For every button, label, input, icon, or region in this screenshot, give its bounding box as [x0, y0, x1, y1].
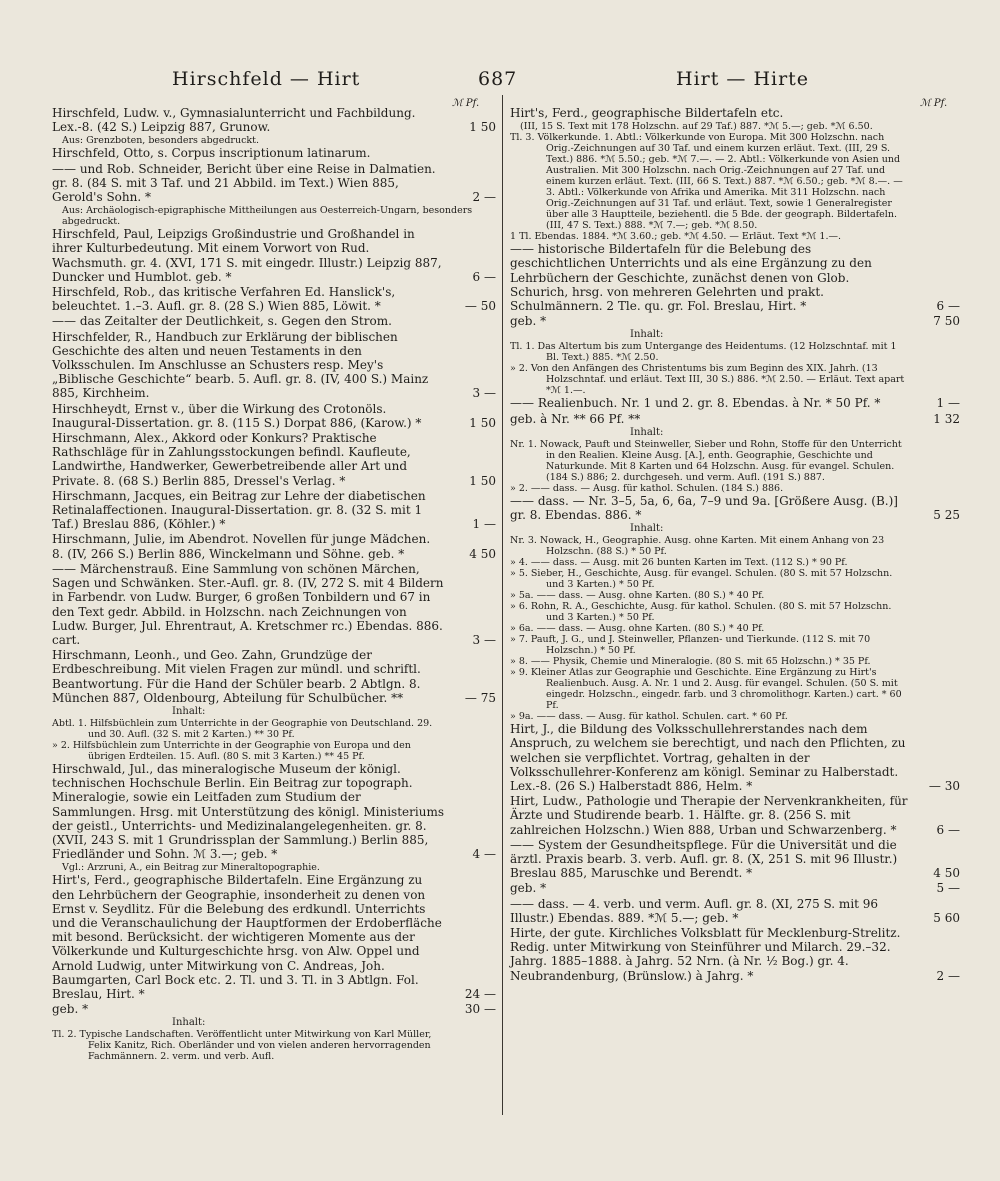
catalog-entry	[510, 897, 960, 925]
entry-price: 1 50	[469, 415, 496, 430]
entry-price: — 75	[464, 690, 496, 705]
entry-text: geb. *	[510, 881, 547, 896]
catalog-entry	[510, 242, 960, 313]
entry-text: Hirt, Ludw., Pathologie und Therapie der Nervenkrankheiten, für Ärzte und Studirende bearb. 1. Hälfte. gr. 8. (256 S. mit zahlreichen Holzschn.) Wien 888, Urban und Schwarzenberg. *	[510, 794, 908, 837]
volume-line: Nr. 3. Nowack, H., Geographie. Ausg. ohne Karten. Mit einem Anhang von 23 Holzschn. (88 S.) * 50 Pf.	[510, 535, 885, 558]
catalog-entry	[510, 106, 960, 120]
volume-line: » 5. Sieber, H., Geschichte, Ausg. für evangel. Schulen. (80 S. mit 57 Holzschn. und 3 Karten.) * 50 Pf.	[510, 568, 893, 591]
volume-line: » 8. —— Physik, Chemie und Mineralogie. (80 S. mit 65 Holzschn.) * 35 Pf.	[510, 656, 871, 668]
entry-text: Hirschfeld, Paul, Leipzigs Großindustrie und Großhandel in ihrer Kulturbedeutung. Mit einem Vorwort von Rud. Wachsmuth. gr. 4. (XVI, 171 S. mit eingedr. Illustr.) Leipzig 887, Duncker und Humblot. geb. *	[52, 227, 442, 284]
catalog-entry	[52, 106, 496, 134]
entry-text: Hirschmann, Alex., Akkord oder Konkurs? Praktische Rathschläge für in Zahlungsstockungen befindl. Kaufleute, Landwirthe, Handwerker, Gewerbetreibende aller Art und Private. 8. (68 S.) Berlin 885, Dressel's Verlag. *	[52, 431, 411, 488]
entry-text: —— historische Bildertafeln für die Belebung des geschichtlichen Unterrichts und als eine Ergänzung zu den Lehrbüchern der Geschichte, zunächst denen von Glob. Schurich, hrsg. von mehreren Gelehrten und prakt. Schulmännern. 2 Tle. qu. gr. Fol. Breslau, Hirt. *	[510, 242, 872, 314]
entry-text: Hirschmann, Jacques, ein Beitrag zur Lehre der diabetischen Retinalaffectionen. Inaugural-Dissertation. gr. 8. (32 S. mit 1 Taf.) Breslau 886, (Köhler.) *	[52, 488, 426, 532]
entry-text: Hirschfelder, R., Handbuch zur Erklärung der biblischen Geschichte des alten und neuen Testaments in den Volksschulen. Im Anschlusse an Schusters resp. Mey's „Biblische Geschichte“ bearb. 5. Aufl. gr. 8. (IV, 400 S.) Mainz 885, Kirchheim.	[52, 329, 429, 401]
page-number: 687	[478, 68, 518, 90]
page-header	[0, 68, 1000, 96]
entry-note: Vgl.: Arzruni, A., ein Beitrag zur Mineraltopographie.	[62, 862, 320, 874]
catalog-entry	[52, 532, 496, 560]
contents-label: Inhalt:	[172, 1017, 206, 1029]
contents-label: Inhalt:	[172, 705, 206, 717]
left-column	[52, 106, 496, 1062]
entry-price: 1 —	[472, 517, 496, 532]
entry-text: Hirt's, Ferd., geographische Bildertafeln etc.	[510, 106, 784, 120]
right-column	[510, 106, 960, 984]
entry-text: geb. *	[510, 314, 547, 329]
volume-line: 1 Tl. Ebendas. 1884. *ℳ 3.60.; geb. *ℳ 4.50. — Erläut. Text *ℳ 1.—.	[510, 231, 841, 243]
volume-line: Tl. 3. Völkerkunde. 1. Abtl.: Völkerkunde von Europa. Mit 300 Holzschn. nach Orig.-Zeichnungen auf 30 Taf. und einem kurzen erläut. Text. (III, 29 S. Text.) 886. *ℳ 5.50.; geb. *ℳ 7.—. — 2. Abtl.: Völkerkunde von Asien und Australien. Mit 300 Holzschn. nach Orig.-Zeichnungen auf 27 Taf. und einem kurzen erläut. Text. (III, 66 S. Text.) 887. *ℳ 6.50.; geb. *ℳ 8.—. — 3. Abtl.: Völkerkunde von Afrika und Amerika. Mit 311 Holzschn. nach Orig.-Zeichnungen auf 31 Taf. und erläut. Text, sowie 1 Generalregister über alle 3 Hauptteile, beziehentl. die 5 Bde. der geograph. Bildertafeln. (III, 47 S. Text.) 888. *ℳ 7.—; geb. *ℳ 8.50.	[510, 132, 903, 232]
catalog-entry	[52, 146, 496, 160]
entry-price: 3 —	[472, 386, 496, 401]
volume-line: » 5a. —— dass. — Ausg. ohne Karten. (80 S.) * 40 Pf.	[510, 590, 765, 602]
entry-text: —— und Rob. Schneider, Bericht über eine Reise in Dalmatien. gr. 8. (84 S. mit 3 Taf. und 21 Abbild. im Text.) Wien 885, Gerold's Sohn. *	[52, 161, 436, 205]
volume-line: » 2. —— dass. — Ausg. für kathol. Schulen. (184 S.) 886.	[510, 482, 784, 494]
entry-price: 5 —	[936, 881, 960, 896]
catalog-entry	[52, 489, 496, 532]
catalog-entry	[52, 330, 496, 401]
contents-label: Inhalt:	[630, 426, 664, 438]
entry-price: 24 —	[464, 986, 496, 1001]
entry-text: —— System der Gesundheitspflege. Für die Universität und die ärztl. Praxis bearb. 3. verb. Aufl. gr. 8. (X, 251 S. mit 96 Illustr.) Breslau 885, Maruschke und Berendt. *	[510, 837, 898, 881]
entry-price: 4 —	[472, 847, 496, 862]
entry-text: —— Realienbuch. Nr. 1 und 2. gr. 8. Ebendas. à Nr. * 50 Pf. *	[510, 396, 881, 411]
contents-label: Inhalt:	[630, 329, 664, 341]
entry-text: Hirschmann, Leonh., und Geo. Zahn, Grundzüge der Erdbeschreibung. Mit vielen Fragen zur mündl. und schriftl. Beantwortung. Für die Hand der Schüler bearb. 2 Abtlgn. 8. München 887, Oldenbourg, Abteilung für Schulbücher. **	[52, 648, 421, 705]
catalog-entry	[510, 396, 960, 410]
catalog-entry	[510, 314, 960, 328]
entry-price: 6 —	[936, 822, 960, 837]
entry-price: — 50	[464, 299, 496, 314]
entry-price: 6 —	[936, 299, 960, 314]
catalog-entry	[52, 562, 496, 647]
volume-line: » 7. Pauft, J. G., und J. Steinweller, Pflanzen- und Tierkunde. (112 S. mit 70 Holzschn.) * 50 Pf.	[510, 634, 871, 657]
entry-text: geb. à Nr. ** 66 Pf. **	[510, 411, 641, 426]
right-price-heading: ℳ Pf.	[920, 98, 948, 109]
catalog-entry	[510, 881, 960, 895]
catalog-entry	[52, 873, 496, 1001]
catalog-entry	[52, 1002, 496, 1016]
catalog-entry	[510, 494, 960, 522]
entry-price: 1 50	[469, 120, 496, 135]
volume-line: Tl. 1. Das Altertum bis zum Untergange des Heidentums. (12 Holzschntaf. mit 1 Bl. Text.) 885. *ℳ 2.50.	[510, 341, 897, 364]
entry-price: 1 —	[936, 396, 960, 411]
volume-line: Tl. 2. Typische Landschaften. Veröffentlicht unter Mitwirkung von Karl Müller, Felix Kanitz, Rich. Oberländer und von vielen anderen hervorragenden Fachmännern. 2. verm. und verb. Aufl.	[52, 1029, 432, 1063]
entry-price: 5 60	[933, 910, 960, 925]
entry-price: 6 —	[472, 269, 496, 284]
catalog-entry	[510, 838, 960, 881]
entry-text: Hirt, J., die Bildung des Volksschullehrerstandes nach dem Anspruch, zu welchem sie berechtigt, und nach den Pflichten, zu welchen sie verpflichtet. Vortrag, gehalten in der Volksschullehrer-Konferenz am königl. Seminar zu Halberstadt. Lex.-8. (26 S.) Halberstadt 886, Helm. *	[510, 722, 906, 794]
entry-text: Hirt's, Ferd., geographische Bildertafeln. Eine Ergänzung zu den Lehrbüchern der Geographie, insonderheit zu denen von Ernst v. Seydlitz. Für die Belebung des erdkundl. Unterrichts und die Veranschaulichung der Hauptformen der Erdoberfläche mit besond. Berücksicht. der wichtigeren Momente aus der Völkerkunde und Kulturgeschichte hrsg. von Alw. Oppel und Arnold Ludwig, unter Mitwirkung von C. Andreas, Joh. Baumgarten, Carl Bock etc. 2. Tl. und 3. Tl. in 3 Abtlgn. Fol. Breslau, Hirt. *	[52, 873, 442, 1001]
entry-price: 7 50	[933, 314, 960, 329]
volume-line: » 6. Rohn, R. A., Geschichte, Ausg. für kathol. Schulen. (80 S. mit 57 Holzschn. und 3 Karten.) * 50 Pf.	[510, 601, 892, 624]
catalog-entry	[52, 648, 496, 705]
volume-line: Nr. 1. Nowack, Pauft und Steinweller, Sieber und Rohn, Stoffe für den Unterricht in den Realien. Kleine Ausg. [A.], enth. Geographie, Geschichte und Naturkunde. Mit 8 Karten und 64 Holzschn. Ausg. für evangel. Schulen. (184 S.) 886; 2. durchgeseh. und verm. Aufl. (191 S.) 887.	[510, 438, 902, 483]
catalog-entry	[52, 762, 496, 861]
entry-price: 3 —	[472, 632, 496, 647]
catalog-entry	[510, 926, 960, 983]
entry-price: 4 50	[933, 866, 960, 881]
entry-text: —— dass. — Nr. 3–5, 5a, 6, 6a, 7–9 und 9a. [Größere Ausg. (B.)] gr. 8. Ebendas. 886. *	[510, 493, 898, 523]
volume-line: » 4. —— dass. — Ausg. mit 26 bunten Karten im Text. (112 S.) * 90 Pf.	[510, 557, 848, 569]
volume-line: » 6a. —— dass. — Ausg. ohne Karten. (80 S.) * 40 Pf.	[510, 623, 765, 635]
entry-text: —— dass. — 4. verb. und verm. Aufl. gr. 8. (XI, 275 S. mit 96 Illustr.) Ebendas. 889. *ℳ 5.—; geb. *	[510, 896, 879, 925]
entry-price: 2 —	[936, 968, 960, 983]
entry-text: Hirschfeld, Ludw. v., Gymnasialunterricht und Fachbildung. Lex.-8. (42 S.) Leipzig 887, Grunow.	[52, 106, 416, 135]
entry-text: Hirschwald, Jul., das mineralogische Museum der königl. technischen Hochschule Berlin. Ein Beitrag zur topograph. Mineralogie, sowie ein Leitfaden zum Studium der Sammlungen. Hrsg. mit Unterstützung des königl. Ministeriums der geistl., Unterrichts- und Medizinalangelegenheiten. gr. 8. (XVII, 243 S. mit 1 Grundrissplan der Sammlung.) Berlin 885, Friedländer und Sohn. ℳ 3.—; geb. *	[52, 761, 444, 862]
entry-price: — 30	[928, 779, 960, 794]
entry-price: 2 —	[472, 190, 496, 205]
entry-text: Hirschheydt, Ernst v., über die Wirkung des Crotonöls. Inaugural-Dissertation. gr. 8. (115 S.) Dorpat 886, (Karow.) *	[52, 401, 422, 430]
contents-label: Inhalt:	[630, 523, 664, 535]
column-divider	[502, 95, 503, 1115]
catalog-entry	[52, 314, 496, 328]
entry-price: 4 50	[469, 546, 496, 561]
catalog-entry	[52, 402, 496, 430]
catalog-entry	[510, 412, 960, 426]
entry-text: Hirschfeld, Rob., das kritische Verfahren Ed. Hanslick's, beleuchtet. 1.–3. Aufl. gr. 8. (28 S.) Wien 885, Löwit. *	[52, 285, 396, 314]
volume-line: » 9. Kleiner Atlas zur Geographie und Geschichte. Eine Ergänzung zu Hirt's Realienbuch. Ausg. A. Nr. 1 und 2. Ausg. für evangel. Schulen. (50 S. mit eingedr. Holzschn., eingedr. farb. und 3 chromolithogr. Karten.) cart. * 60 Pf.	[510, 667, 902, 712]
entry-text: geb. *	[52, 1002, 89, 1017]
entry-text: Hirschfeld, Otto, s. Corpus inscriptionum latinarum.	[52, 146, 371, 161]
entry-text: Hirschmann, Julie, im Abendrot. Novellen für junge Mädchen. 8. (IV, 266 S.) Berlin 886, Winckelmann und Söhne. geb. *	[52, 532, 431, 561]
catalog-entry	[510, 722, 960, 793]
header-right-keyword: Hirt — Hirte	[676, 68, 810, 90]
catalog-entry	[52, 431, 496, 488]
volume-line: » 9a. —— dass. — Ausg. für kathol. Schulen. cart. * 60 Pf.	[510, 711, 788, 723]
entry-price: 5 25	[933, 508, 960, 523]
entry-text: Hirte, der gute. Kirchliches Volksblatt für Mecklenburg-Strelitz. Redig. unter Mitwirkung von Steinführer und Milarch. 29.–32. Jahrg. 1885–1888. à Jahrg. 52 Nrn. (à Nr. ½ Bog.) gr. 4. Neubrandenburg, (Brünslow.) à Jahrg. *	[510, 926, 901, 983]
entry-price: 1 32	[933, 411, 960, 426]
entry-price: 30 —	[464, 1002, 496, 1017]
entry-note: Aus: Grenzboten, besonders abgedruckt.	[62, 135, 260, 147]
left-price-heading: ℳ Pf.	[452, 98, 480, 109]
volume-line: » 2. Von den Anfängen des Christentums bis zum Beginn des XIX. Jahrh. (13 Holzschntaf. und erläut. Text III, 30 S.) 886. *ℳ 2.50. — Erläut. Text apart *ℳ 1.—.	[510, 363, 905, 397]
volume-line: » 2. Hilfsbüchlein zum Unterrichte in der Geographie von Europa und den übrigen Erdteilen. 15. Aufl. (80 S. mit 3 Karten.) ** 45 Pf.	[52, 739, 411, 762]
entry-text: —— das Zeitalter der Deutlichkeit, s. Gegen den Strom.	[52, 314, 392, 329]
entry-note: (III, 15 S. Text mit 178 Holzschn. auf 29 Taf.) 887. *ℳ 5.—; geb. *ℳ 6.50.	[520, 121, 873, 133]
header-left-keyword: Hirschfeld — Hirt	[172, 68, 361, 90]
catalog-entry	[52, 162, 496, 205]
entry-note: Aus: Archäologisch-epigraphische Mittheilungen aus Oesterreich-Ungarn, besonders abgedruckt.	[62, 205, 473, 228]
volume-line: Abtl. 1. Hilfsbüchlein zum Unterrichte in der Geographie von Deutschland. 29. und 30. Aufl. (32 S. mit 2 Karten.) ** 30 Pf.	[52, 717, 433, 740]
catalog-entry	[52, 285, 496, 313]
catalog-entry	[52, 227, 496, 284]
catalog-entry	[510, 794, 960, 837]
entry-text: —— Märchenstrauß. Eine Sammlung von schönen Märchen, Sagen und Schwänken. Ster.-Aufl. gr. 8. (IV, 272 S. mit 4 Bildern in Farbendr. von Ludw. Burger, 6 großen Tonbildern und 67 in den Text gedr. Abbild. in Holzschn. nach Zeichnungen von Ludw. Burger, Jul. Ehrentraut, A. Kretschmer rc.) Ebendas. 886. cart.	[52, 561, 444, 647]
entry-price: 1 50	[469, 473, 496, 488]
